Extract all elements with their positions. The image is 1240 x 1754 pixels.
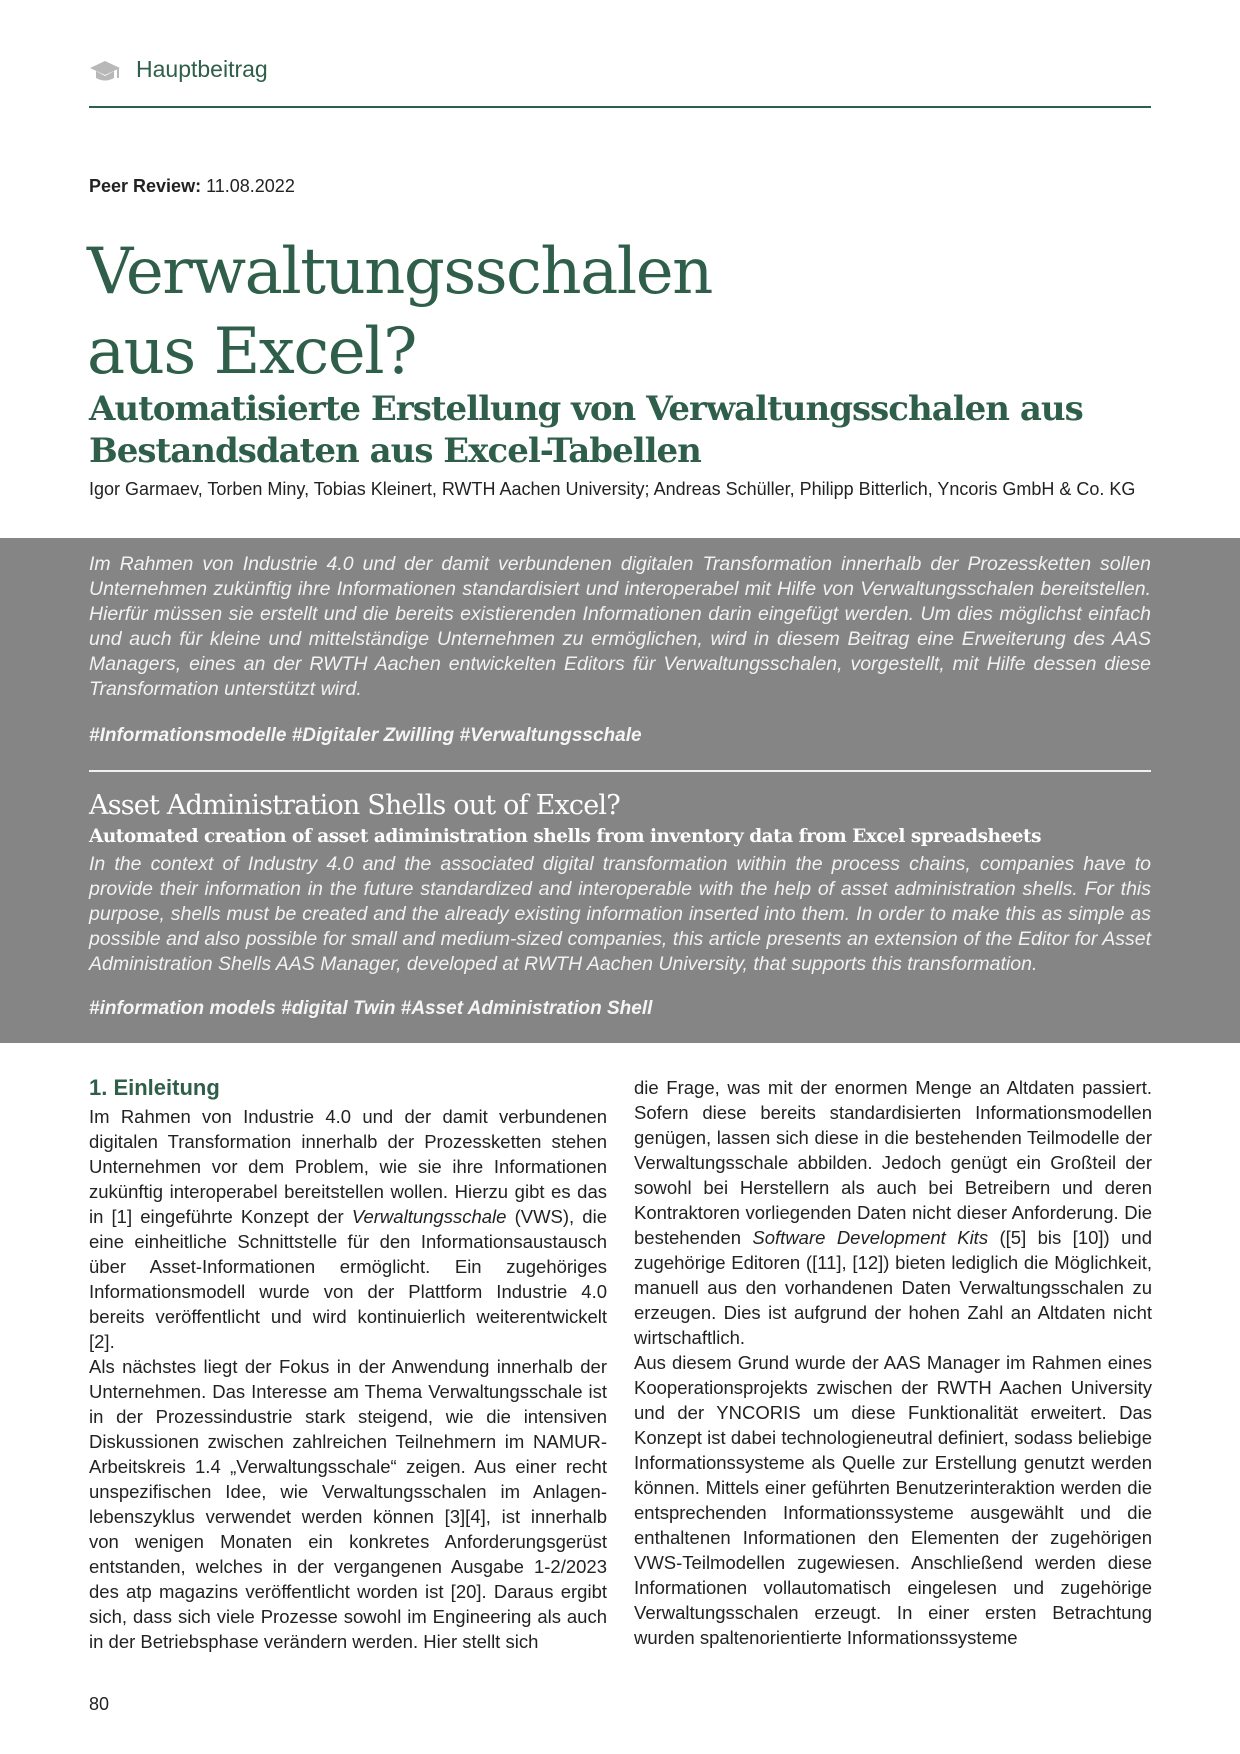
english-subtitle: Automated creation of asset adiministration shells from inventory data from Excel spreadsheets	[89, 826, 1041, 847]
keywords-english: #information models #digital Twin #Asset Administration Shell	[89, 998, 653, 1019]
abstract-divider	[89, 770, 1151, 772]
abstract-english: In the context of Industry 4.0 and the associated digital transformation within the process chains, companies have to provide their information in the future standardized and interoperable with the help of asset administration shells. For this purpose, shells must be created and the already existing information inserted into them. In order to make this as simple as possible and also possible for small and medium-sized companies, this article presents an extension of the Editor for Asset Administration Shells AAS Manager, developed at RWTH Aachen University, that supports this transformation.	[89, 853, 1151, 975]
abstract-german: Im Rahmen von Industrie 4.0 und der damit verbundenen digitalen Transformation innerhalb der Prozessketten sollen Unternehmen zukünftig ihre Informationen standardisiert und interoperabel mit Hilfe von Verwaltungsschalen bereitstellen. Hierfür müssen sie erstellt und die bereits existierenden Informationen darin eingefügt werden. Um dies möglichst einfach und auch für kleine und mittelständige Unternehmen zu ermöglichen, wird in diesem Beitrag eine Erweiterung des AAS Managers, eines an der RWTH Aachen entwickelten Editors für Verwaltungsschalen, vorgestellt, mit Hilfe dessen diese Transformation unterstützt wird.	[89, 553, 1151, 700]
page-number: 80	[89, 1694, 110, 1714]
section-label: Hauptbeitrag	[136, 56, 268, 82]
article-title	[87, 232, 712, 392]
paragraph: die Frage, was mit der enormen Menge an Altdaten passiert. Sofern diese bereits standardisierten Informationsmodellen genügen, lassen sich diese in die bestehenden Teilmodelle der Verwaltungsschale abbilden. Jedoch genügt ein Großteil der sowohl bei Herstellern als auch bei Betreibern und deren Kontraktoren vorliegenden Daten nicht dieser Anforderung. Die bestehenden Software Development Kits ([5] bis [10]) und zugehörige Editoren ([11], [12]) bieten lediglich die Möglichkeit, manuell aus den vorhandenen Daten Verwaltungsschalen zu erzeugen. Dies ist aufgrund der hohen Zahl an Altdaten nicht wirtschaftlich.	[634, 1077, 1152, 1348]
title-line-1: Verwaltungsschalen	[87, 235, 712, 309]
paragraph: Im Rahmen von Industrie 4.0 und der damit verbundenen digitalen Transformation innerhalb der Prozessketten stehen Unternehmen vor dem Problem, wie sie ihre Informationen zukünftig interoperabel bereitstellen wollen. Hierzu gibt es das in [1] eingeführte Konzept der Verwaltungsschale (VWS), die eine einheitliche Schnittstelle für den Informationsaustausch über Asset-Informationen ermöglicht. Ein zugehöriges Informationsmodell wurde von der Plattform Industrie 4.0 bereits veröffentlicht und wird kontinuierlich weiterentwickelt [2].	[89, 1106, 607, 1352]
article-subtitle: Automatisierte Erstellung von Verwaltungsschalen aus Bestandsdaten aus Excel-Tabellen	[89, 389, 1083, 471]
graduation-cap-icon	[89, 59, 121, 83]
section-header	[89, 56, 1151, 108]
english-title: Asset Administration Shells out of Excel?	[89, 790, 620, 821]
peer-review-label: Peer Review:	[89, 176, 202, 196]
body-column-left	[89, 1074, 607, 1654]
peer-review-line	[89, 176, 295, 197]
section-heading: 1. Einleitung	[89, 1075, 220, 1100]
keywords-german: #Informationsmodelle #Digitaler Zwilling #Verwaltungsschale	[89, 725, 642, 746]
body-column-right	[634, 1075, 1152, 1650]
paragraph: Als nächstes liegt der Fokus in der Anwendung innerhalb der Unternehmen. Das Interesse am Thema Verwaltungsschale ist in der Prozessindustrie stark steigend, wie die intensiven Diskussionen zwischen zahlreichen Teilnehmern im NAMUR-Arbeitskreis 1.4 „Verwaltungsschale“ zeigen. Aus einer recht unspezifischen Idee, wie Verwaltungsschalen im Anlagenlebenszyklus verwendet werden können [3][4], ist innerhalb von wenigen Monaten ein konkretes Anforderungsgerüst entstanden, welches in der vergangenen Ausgabe 1-2/2023 des atp magazins veröffentlicht worden ist [20]. Daraus ergibt sich, dass sich viele Prozesse sowohl im Engineering als auch in der Betriebsphase verändern werden. Hier stellt sich	[89, 1356, 607, 1652]
title-line-2: aus Excel?	[87, 315, 416, 389]
authors: Igor Garmaev, Torben Miny, Tobias Kleinert, RWTH Aachen University; Andreas Schüller, Philipp Bitterlich, Yncoris GmbH & Co. KG	[89, 479, 1136, 499]
peer-review-date: 11.08.2022	[206, 176, 295, 196]
paragraph: Aus diesem Grund wurde der AAS Manager im Rahmen eines Kooperationsprojekts zwischen der RWTH Aachen University und der YNCORIS um diese Funktionalität erweitert. Das Konzept ist dabei technologieneutral definiert, sodass beliebige Informationssysteme als Quelle zur Erstellung genutzt werden können. Mittels einer geführten Benutzerinteraktion werden die entsprechenden Informationssysteme ausgewählt und die enthaltenen Informationen den Elementen der zugehörigen VWS-Teilmodellen zugewiesen. Anschließend werden diese Informationen vollautomatisch eingelesen und zugehörige Verwaltungsschalen erzeugt. In einer ersten Betrachtung wurden spaltenorientierte Informationssysteme	[634, 1352, 1152, 1648]
